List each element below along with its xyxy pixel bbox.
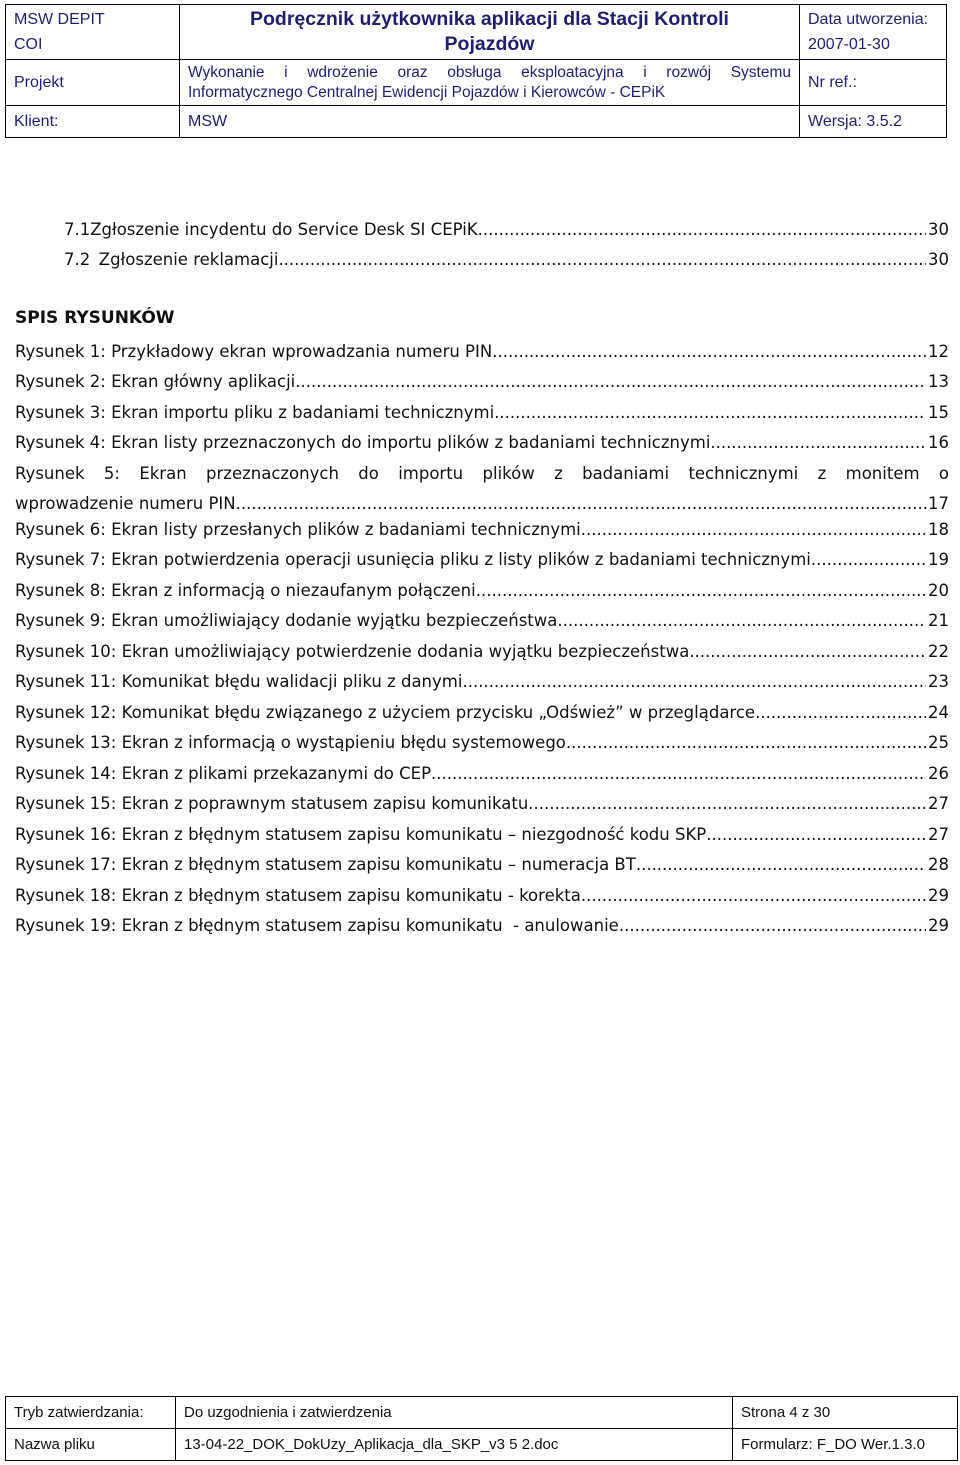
figure-entry-page: 21 — [928, 611, 949, 630]
document-title-cell — [180, 5, 800, 60]
figure-leader-dots — [566, 732, 926, 754]
figure-leader-dots — [236, 493, 928, 515]
toc-entry-title: Zgłoszenie reklamacji — [98, 250, 279, 269]
figure-entry-title: Rysunek 10: Ekran umożliwiający potwierdzenie dodania wyjątku bezpieczeństwa — [15, 642, 690, 661]
figure-leader-dots — [811, 549, 926, 571]
figure-entry-title: Rysunek 8: Ekran z informacją o niezaufanym połączeni — [15, 581, 476, 600]
figure-entry-page: 20 — [928, 581, 949, 600]
toc-entry-number: 7.2 — [64, 250, 91, 269]
figure-entry-title: Rysunek 3: Ekran importu pliku z badaniami technicznymi — [15, 403, 495, 422]
figure-entry-line-2 — [15, 493, 949, 515]
document-title — [188, 7, 791, 57]
figure-leader-dots — [636, 854, 926, 876]
client-value: MSW — [180, 106, 800, 138]
figure-entry-title: Rysunek 11: Komunikat błędu walidacji pliku z danymi — [15, 672, 463, 691]
figure-leader-dots — [528, 793, 926, 815]
figure-entry-title: Rysunek 2: Ekran główny aplikacji — [15, 372, 296, 391]
file-name-label: Nazwa pliku — [6, 1429, 176, 1461]
figure-leader-dots — [492, 341, 926, 363]
figure-entry-title-line-1: Rysunek 5: Ekran przeznaczonych do importu plików z badaniami technicznymi z monitem o — [15, 464, 949, 483]
figure-entry-title: Rysunek 9: Ekran umożliwiający dodanie wyjątku bezpieczeństwa — [15, 611, 558, 630]
figure-entry[interactable] — [15, 341, 949, 363]
toc-entry[interactable] — [64, 219, 949, 241]
creation-date-label: Data utworzenia: — [808, 11, 929, 28]
toc-entry-page: 30 — [928, 250, 949, 269]
figure-entry-page: 29 — [928, 916, 949, 935]
figure-leader-dots — [581, 519, 926, 541]
figure-entry[interactable] — [15, 671, 949, 693]
figure-entry-title: Rysunek 12: Komunikat błędu związanego z użyciem przycisku „Odśwież” w przeglądarce — [15, 703, 756, 722]
project-description-line-2: Informatycznego Centralnej Ewidencji Pojazdów i Kierowców - CEPiK — [188, 83, 666, 101]
figure-entry[interactable] — [15, 763, 949, 785]
figure-entry-page: 12 — [928, 342, 949, 361]
figure-entry[interactable] — [15, 641, 949, 663]
figure-leader-dots — [706, 824, 926, 846]
figure-leader-dots — [295, 371, 926, 393]
creation-date-cell — [800, 5, 947, 60]
figure-leader-dots — [476, 580, 926, 602]
figure-entry-page: 15 — [928, 403, 949, 422]
figure-entry-title: Rysunek 7: Ekran potwierdzenia operacji usunięcia pliku z listy plików z badaniami technicznymi — [15, 550, 811, 569]
document-footer — [5, 1396, 958, 1461]
toc-leader-dots — [478, 219, 926, 241]
figure-entry[interactable] — [15, 702, 949, 724]
figure-entry-page: 23 — [928, 672, 949, 691]
figure-entry-page: 24 — [928, 703, 949, 722]
document-header — [5, 4, 947, 138]
toc-entry-number: 7.1 — [64, 220, 91, 239]
figure-entry-title: Rysunek 1: Przykładowy ekran wprowadzania numeru PIN — [15, 342, 493, 361]
org-line-2: COI — [14, 36, 43, 53]
document-title-line-1: Podręcznik użytkownika aplikacji dla Stacji Kontroli — [250, 8, 729, 30]
project-label: Projekt — [6, 60, 180, 106]
figure-entry[interactable] — [15, 793, 949, 815]
figure-leader-dots — [619, 915, 926, 937]
figure-leader-dots — [581, 885, 926, 907]
figure-entry-title: Rysunek 13: Ekran z informacją o wystąpieniu błędu systemowego — [15, 733, 566, 752]
figure-entry-page: 19 — [928, 550, 949, 569]
figure-entry[interactable] — [15, 519, 949, 541]
figure-entry-page: 17 — [928, 494, 949, 513]
figure-entry[interactable] — [15, 915, 949, 937]
figure-entry-page: 27 — [928, 794, 949, 813]
figure-leader-dots — [462, 671, 926, 693]
page-number: Strona 4 z 30 — [733, 1397, 958, 1429]
toc-entry-page: 30 — [928, 220, 949, 239]
figure-entry-title: Rysunek 18: Ekran z błędnym statusem zapisu komunikatu - korekta — [15, 886, 581, 905]
figure-leader-dots — [431, 763, 926, 785]
figure-entry-page: 22 — [928, 642, 949, 661]
figure-entry-page: 18 — [928, 520, 949, 539]
figure-entry[interactable] — [15, 463, 949, 515]
approval-mode-value: Do uzgodnienia i zatwierdzenia — [176, 1397, 733, 1429]
figure-entry[interactable] — [15, 371, 949, 393]
figure-entry-title: Rysunek 14: Ekran z plikami przekazanymi do CEP — [15, 764, 432, 783]
figure-leader-dots — [557, 610, 926, 632]
figure-leader-dots — [689, 641, 926, 663]
figure-entry-page: 26 — [928, 764, 949, 783]
figure-entry-title: Rysunek 19: Ekran z błędnym statusem zapisu komunikatu - anulowanie — [15, 916, 619, 935]
figure-entry[interactable] — [15, 824, 949, 846]
figure-entry[interactable] — [15, 549, 949, 571]
version-label: Wersja: 3.5.2 — [800, 106, 947, 138]
figure-entry-title: Rysunek 6: Ekran listy przesłanych plików z badaniami technicznymi — [15, 520, 581, 539]
project-description — [188, 63, 791, 103]
figure-entry-title-line-2: wprowadzenie numeru PIN — [15, 494, 236, 513]
reference-number-label: Nr ref.: — [800, 60, 947, 106]
figure-entry[interactable] — [15, 580, 949, 602]
figure-entry-page: 29 — [928, 886, 949, 905]
figure-entry-title: Rysunek 16: Ekran z błędnym statusem zapisu komunikatu – niezgodność kodu SKP — [15, 825, 707, 844]
figure-entry[interactable] — [15, 732, 949, 754]
figures-list-heading: SPIS RYSUNKÓW — [15, 308, 175, 328]
organization-cell — [6, 5, 180, 60]
figure-entry[interactable] — [15, 402, 949, 424]
figure-leader-dots — [710, 432, 926, 454]
form-version: Formularz: F_DO Wer.1.3.0 — [733, 1429, 958, 1461]
toc-entry[interactable] — [64, 249, 949, 271]
figure-entry-page: 16 — [928, 433, 949, 452]
figure-entry-page: 13 — [928, 372, 949, 391]
figure-entry-title: Rysunek 4: Ekran listy przeznaczonych do importu plików z badaniami technicznymi — [15, 433, 711, 452]
file-name-value: 13-04-22_DOK_DokUzy_Aplikacja_dla_SKP_v3 5 2.doc — [176, 1429, 733, 1461]
figure-entry-title: Rysunek 17: Ekran z błędnym statusem zapisu komunikatu – numeracja BT — [15, 855, 636, 874]
org-line-1: MSW DEPIT — [14, 11, 105, 28]
client-label: Klient: — [6, 106, 180, 138]
project-description-cell — [180, 60, 800, 106]
figure-leader-dots — [755, 702, 926, 724]
approval-mode-label: Tryb zatwierdzania: — [6, 1397, 176, 1429]
project-description-line-1: Wykonanie i wdrożenie oraz obsługa eksploatacyjna i rozwój Systemu — [188, 63, 791, 81]
creation-date-value: 2007-01-30 — [808, 36, 890, 53]
figure-leader-dots — [494, 402, 926, 424]
figure-entry-page: 27 — [928, 825, 949, 844]
toc-entry-title: Zgłoszenie incydentu do Service Desk SI CEPiK — [90, 220, 478, 239]
figure-entry[interactable] — [15, 432, 949, 454]
document-title-line-2: Pojazdów — [444, 33, 535, 55]
figure-entry[interactable] — [15, 885, 949, 907]
figure-entry-page: 28 — [928, 855, 949, 874]
toc-leader-dots — [278, 249, 926, 271]
figure-entry-page: 25 — [928, 733, 949, 752]
figure-entry[interactable] — [15, 854, 949, 876]
figure-entry[interactable] — [15, 610, 949, 632]
figure-entry-title: Rysunek 15: Ekran z poprawnym statusem zapisu komunikatu — [15, 794, 529, 813]
